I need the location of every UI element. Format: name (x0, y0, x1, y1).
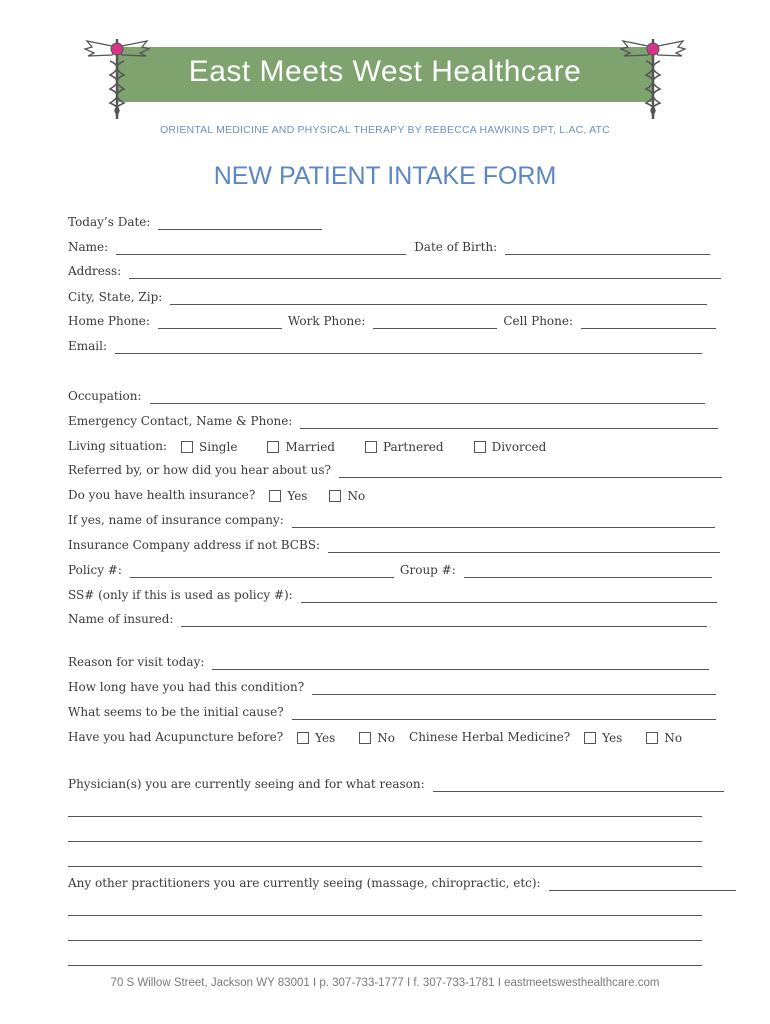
work-phone-label: Work Phone: (287, 314, 366, 328)
email-label: Email: (68, 339, 108, 353)
checkbox-icon[interactable] (267, 441, 279, 453)
insurance-yes-option[interactable] (269, 489, 307, 503)
other-practitioners-label: Any other practitioners you are currently seeing (massage, chiropractic, etc): (68, 876, 541, 890)
cell-phone-field[interactable] (581, 314, 716, 329)
physicians-extra-line[interactable] (68, 816, 702, 817)
living-situation-row (68, 439, 546, 454)
emergency-contact-row (68, 414, 718, 429)
dob-field[interactable] (505, 240, 710, 255)
occupation-field[interactable] (150, 389, 705, 404)
insurance-company-row (68, 513, 715, 528)
insurance-yes-label: Yes (287, 489, 308, 503)
other-practitioners-extra-line[interactable] (68, 965, 702, 966)
physicians-extra-line[interactable] (68, 866, 702, 867)
initial-cause-field[interactable] (292, 705, 716, 720)
name-of-insured-label: Name of insured: (68, 612, 174, 626)
health-insurance-row (68, 488, 365, 503)
title-banner (118, 47, 652, 102)
how-long-field[interactable] (312, 680, 716, 695)
checkbox-icon[interactable] (359, 732, 371, 744)
policy-label: Policy #: (68, 563, 122, 577)
reason-for-visit-row (68, 655, 709, 670)
living-married-option[interactable] (267, 440, 335, 454)
how-long-label: How long have you had this condition? (68, 680, 305, 694)
occupation-row (68, 389, 705, 404)
acupuncture-yes-label: Yes (315, 731, 336, 745)
city-state-zip-field[interactable] (170, 290, 707, 305)
city-state-zip-row (68, 290, 707, 305)
home-phone-label: Home Phone: (68, 314, 150, 328)
occupation-label: Occupation: (68, 389, 142, 403)
todays-date-label: Today’s Date: (68, 215, 151, 229)
checkbox-icon[interactable] (474, 441, 486, 453)
work-phone-field[interactable] (373, 314, 497, 329)
living-divorced-label: Divorced (491, 440, 547, 454)
dob-label: Date of Birth: (414, 240, 498, 254)
group-label: Group #: (399, 563, 456, 577)
caduceus-icon (82, 35, 152, 120)
name-of-insured-row (68, 612, 707, 627)
checkbox-icon[interactable] (297, 732, 309, 744)
living-partnered-label: Partnered (382, 440, 444, 454)
other-practitioners-field[interactable] (549, 876, 736, 891)
footer-contact: 70 S Willow Street, Jackson WY 83001 I p. 307-733-1777 I f. 307-733-1781 I eastmeetswesthealthcare.com (110, 977, 660, 989)
reason-for-visit-field[interactable] (212, 655, 709, 670)
clinic-name: East Meets West Healthcare (188, 55, 582, 88)
emergency-contact-label: Emergency Contact, Name & Phone: (68, 414, 293, 428)
ss-row (68, 588, 717, 603)
address-field[interactable] (129, 264, 721, 279)
herbal-yes-option[interactable] (584, 731, 622, 745)
address-row (68, 264, 721, 279)
insurance-company-field[interactable] (292, 513, 715, 528)
ss-label: SS# (only if this is used as policy #): (68, 588, 293, 602)
living-situation-label: Living situation: (68, 439, 168, 453)
form-title: NEW PATIENT INTAKE FORM (213, 162, 557, 190)
living-single-label: Single (199, 440, 238, 454)
herbal-yes-label: Yes (602, 731, 623, 745)
other-practitioners-row (68, 876, 736, 891)
insurance-address-label: Insurance Company address if not BCBS: (68, 538, 321, 552)
living-married-label: Married (285, 440, 335, 454)
checkbox-icon[interactable] (329, 490, 341, 502)
living-single-option[interactable] (181, 440, 237, 454)
todays-date-row (68, 215, 322, 230)
living-partnered-option[interactable] (365, 440, 444, 454)
policy-field[interactable] (130, 563, 394, 578)
physicians-field[interactable] (433, 777, 724, 792)
city-state-zip-label: City, State, Zip: (68, 290, 163, 304)
physicians-label: Physician(s) you are currently seeing and for what reason: (68, 777, 425, 791)
initial-cause-label: What seems to be the initial cause? (68, 705, 284, 719)
insurance-address-row (68, 538, 720, 553)
referred-by-row (68, 463, 722, 478)
reason-for-visit-label: Reason for visit today: (68, 655, 205, 669)
name-field[interactable] (116, 240, 406, 255)
herbal-no-option[interactable] (646, 731, 682, 745)
clinic-subtitle: ORIENTAL MEDICINE AND PHYSICAL THERAPY BY REBECCA HAWKINS DPT, L.AC, ATC (160, 124, 610, 136)
policy-row (68, 563, 712, 578)
acupuncture-label: Have you had Acupuncture before? (68, 730, 284, 744)
insurance-company-label: If yes, name of insurance company: (68, 513, 284, 527)
email-row (68, 339, 702, 354)
how-long-row (68, 680, 716, 695)
name-label: Name: (68, 240, 109, 254)
checkbox-icon[interactable] (269, 490, 281, 502)
acupuncture-row (68, 730, 682, 745)
address-label: Address: (68, 264, 122, 278)
referred-by-field[interactable] (339, 463, 722, 478)
caduceus-icon (618, 35, 688, 120)
initial-cause-row (68, 705, 716, 720)
acupuncture-no-option[interactable] (359, 731, 395, 745)
checkbox-icon[interactable] (646, 732, 658, 744)
checkbox-icon[interactable] (365, 441, 377, 453)
herbal-label: Chinese Herbal Medicine? (409, 730, 571, 744)
insurance-no-option[interactable] (329, 489, 365, 503)
physicians-row (68, 777, 724, 792)
health-insurance-label: Do you have health insurance? (68, 488, 256, 502)
referred-by-label: Referred by, or how did you hear about us? (68, 463, 331, 477)
letterhead (0, 0, 770, 145)
insurance-address-field[interactable] (328, 538, 720, 553)
acupuncture-no-label: No (377, 731, 396, 745)
name-row (68, 240, 710, 255)
acupuncture-yes-option[interactable] (297, 731, 335, 745)
checkbox-icon[interactable] (584, 732, 596, 744)
herbal-no-label: No (664, 731, 683, 745)
emergency-contact-field[interactable] (300, 414, 718, 429)
group-field[interactable] (464, 563, 712, 578)
name-of-insured-field[interactable] (181, 612, 707, 627)
living-divorced-option[interactable] (474, 440, 547, 454)
physicians-extra-line[interactable] (68, 841, 702, 842)
insurance-no-label: No (347, 489, 366, 503)
phones-row (68, 314, 716, 329)
home-phone-field[interactable] (158, 314, 282, 329)
other-practitioners-extra-line[interactable] (68, 940, 702, 941)
other-practitioners-extra-line[interactable] (68, 915, 702, 916)
email-field[interactable] (115, 339, 702, 354)
todays-date-field[interactable] (158, 215, 322, 230)
checkbox-icon[interactable] (181, 441, 193, 453)
cell-phone-label: Cell Phone: (503, 314, 574, 328)
ss-field[interactable] (301, 588, 717, 603)
